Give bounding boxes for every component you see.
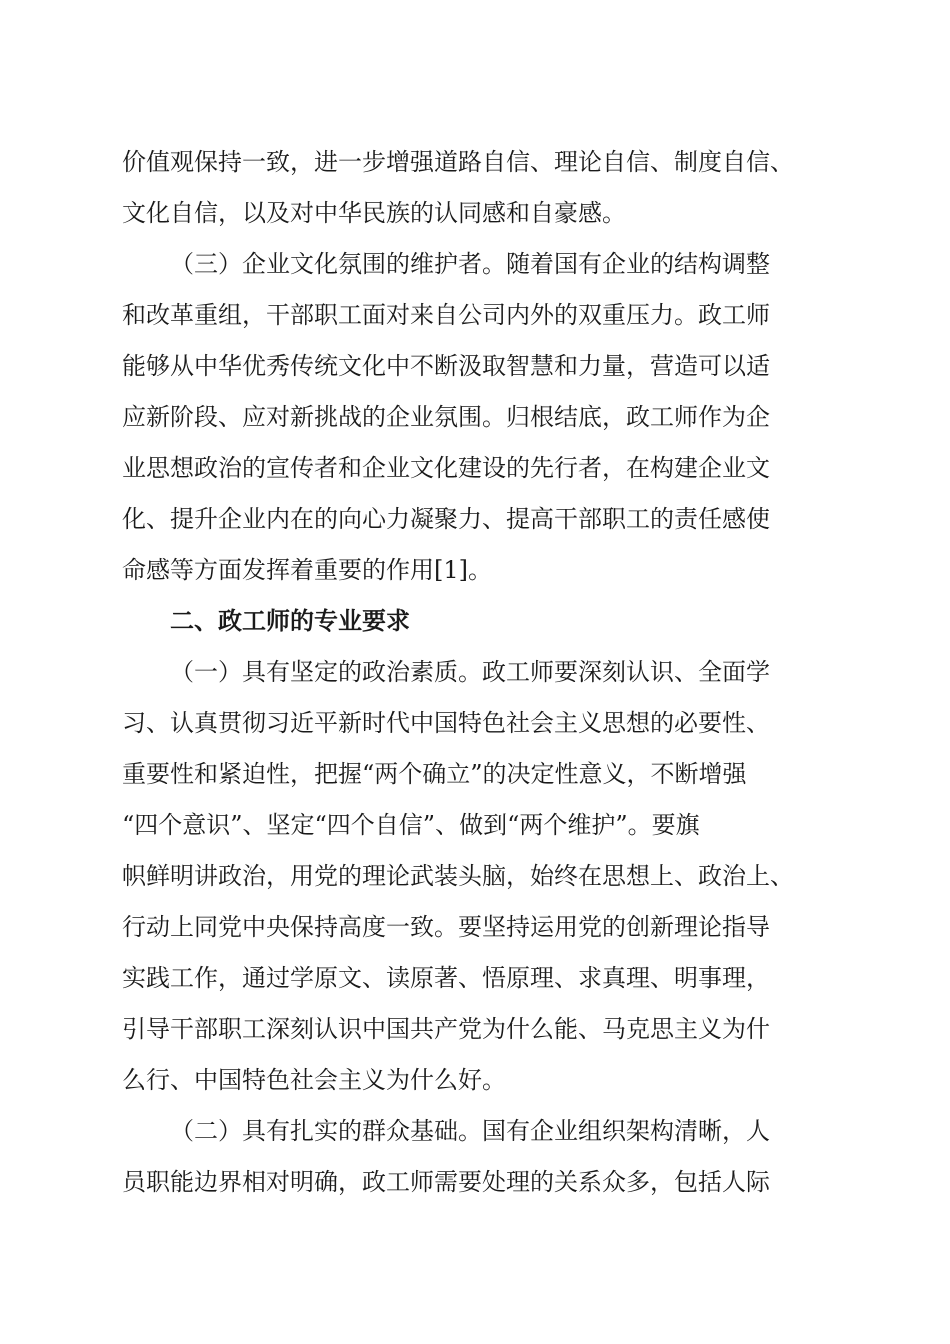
text-line: “四个意识”、坚定“四个自信”、做到“两个维护”。要旗	[122, 811, 700, 839]
text-line: 实践工作，通过学原文、读原著、悟原理、求真理、明事理，	[122, 964, 770, 992]
text-line: 应新阶段、应对新挑战的企业氛围。归根结底，政工师作为企	[122, 403, 770, 431]
text-line: 引导干部职工深刻认识中国共产党为什么能、马克思主义为什	[122, 1015, 770, 1043]
text-line: 化、提升企业内在的向心力凝聚力、提高干部职工的责任感使	[122, 505, 770, 533]
text-line: 员职能边界相对明确，政工师需要处理的关系众多，包括人际	[122, 1168, 770, 1196]
paragraph-start-line: （三）企业文化氛围的维护者。随着国有企业的结构调整	[170, 250, 770, 278]
text-line: 命感等方面发挥着重要的作用[1]。	[122, 556, 492, 584]
section-heading: 二、政工师的专业要求	[170, 607, 410, 635]
paragraph-start-line: （一）具有坚定的政治素质。政工师要深刻认识、全面学	[170, 658, 770, 686]
text-line: 重要性和紧迫性，把握“两个确立”的决定性意义，不断增强	[122, 760, 747, 788]
text-line: 业思想政治的宣传者和企业文化建设的先行者，在构建企业文	[122, 454, 770, 482]
text-line: 行动上同党中央保持高度一致。要坚持运用党的创新理论指导	[122, 913, 770, 941]
text-line: 和改革重组，干部职工面对来自公司内外的双重压力。政工师	[122, 301, 770, 329]
text-line: 能够从中华优秀传统文化中不断汲取智慧和力量，营造可以适	[122, 352, 770, 380]
paragraph-start-line: （二）具有扎实的群众基础。国有企业组织架构清晰，人	[170, 1117, 770, 1145]
text-line: 么行、中国特色社会主义为什么好。	[122, 1066, 506, 1094]
text-line: 帜鲜明讲政治，用党的理论武装头脑，始终在思想上、政治上、	[122, 862, 794, 890]
text-line: 价值观保持一致，进一步增强道路自信、理论自信、制度自信、	[122, 148, 794, 176]
text-line: 习、认真贯彻习近平新时代中国特色社会主义思想的必要性、	[122, 709, 770, 737]
text-line: 文化自信，以及对中华民族的认同感和自豪感。	[122, 199, 626, 227]
